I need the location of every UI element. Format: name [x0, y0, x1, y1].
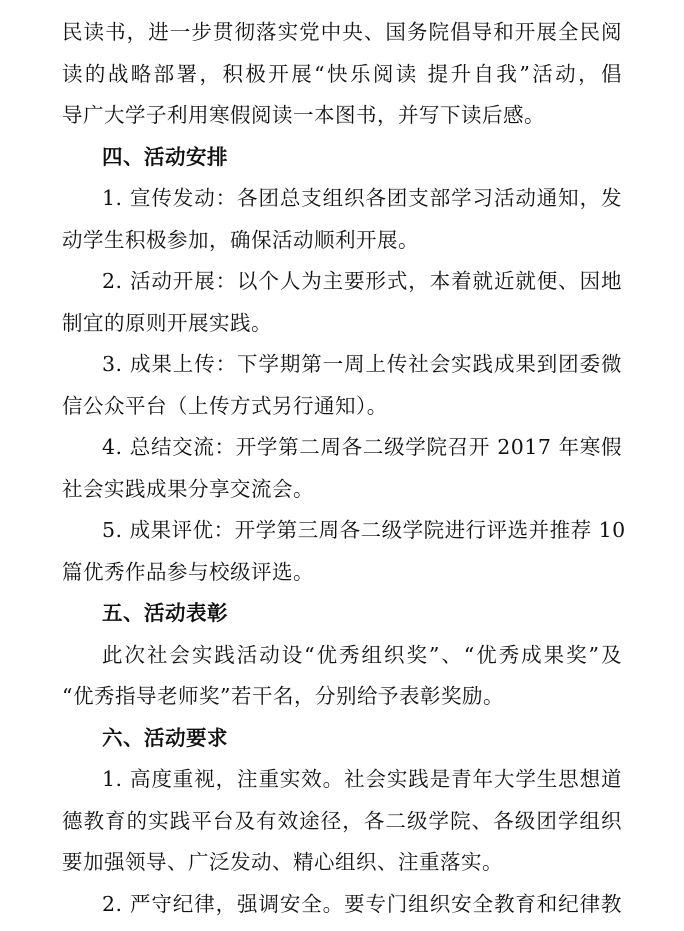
section-heading-schedule: 四、活动安排 [102, 144, 228, 169]
text-line: “优秀指导老师奖”若干名，分别给予表彰奖励。 [62, 684, 504, 708]
text-line: 要加强领导、广泛发动、精心组织、注重落实。 [62, 850, 503, 874]
text-line: 5. 成果评优：开学第三周各二级学院进行评选并推荐 10 [102, 518, 626, 542]
text-line: 此次社会实践活动设“优秀组织奖”、“优秀成果奖”及 [102, 642, 622, 667]
text-line: 德教育的实践平台及有效途径，各二级学院、各级团学组织 [62, 808, 622, 833]
text-line: 2. 严守纪律，强调安全。要专门组织安全教育和纪律教 [102, 891, 622, 916]
text-line: 1. 高度重视，注重实效。社会实践是青年大学生思想道 [102, 767, 622, 791]
text-line: 制宜的原则开展实践。 [62, 310, 272, 335]
text-line: 1. 宣传发动：各团总支组织各团支部学习活动通知，发 [102, 186, 622, 210]
text-line: 导广大学子利用寒假阅读一本图书，并写下读后感。 [62, 103, 545, 127]
text-line: 社会实践成果分享交流会。 [62, 476, 314, 501]
text-line: 读的战略部署，积极开展“快乐阅读 提升自我”活动，倡 [62, 61, 622, 86]
section-heading-awards: 五、活动表彰 [102, 601, 228, 625]
text-line: 篇优秀作品参与校级评选。 [62, 559, 314, 584]
text-line: 3. 成果上传：下学期第一周上传社会实践成果到团委微 [102, 352, 622, 376]
text-line: 信公众平台（上传方式另行通知）。 [62, 393, 388, 418]
text-line: 动学生积极参加，确保活动顺利开展。 [62, 227, 419, 252]
text-line: 民读书，进一步贯彻落实党中央、国务院倡导和开展全民阅 [62, 20, 622, 44]
document-body [62, 12, 626, 925]
text-line: 2. 活动开展：以个人为主要形式，本着就近就便、因地 [102, 269, 622, 293]
text-line: 4. 总结交流：开学第二周各二级学院召开 2017 年寒假 [102, 435, 622, 459]
section-heading-requirements: 六、活动要求 [102, 725, 228, 750]
